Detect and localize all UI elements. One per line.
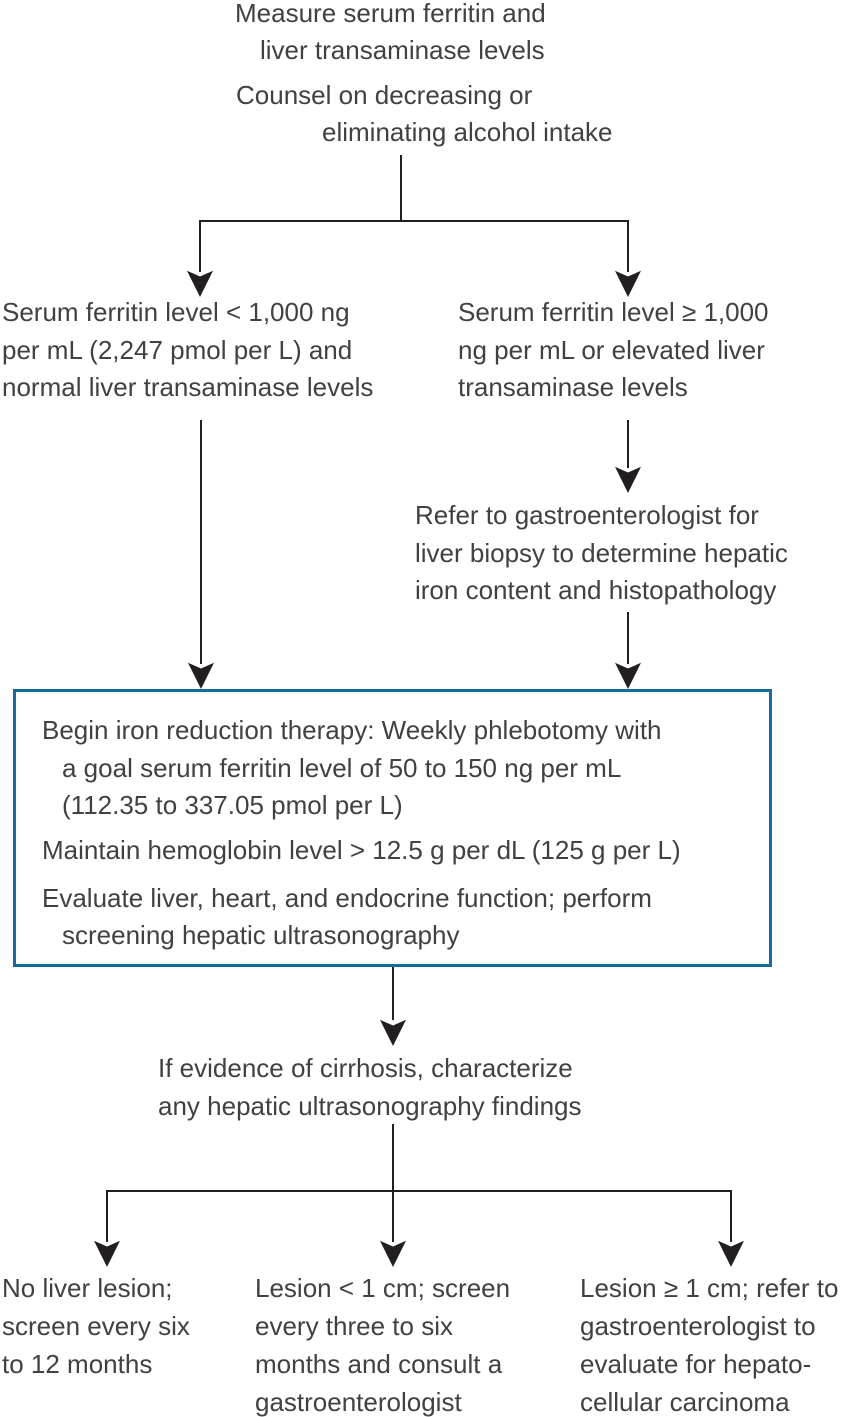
- cirrhosis-node-line: any hepatic ultrasonography findings: [158, 1091, 582, 1121]
- connector-right-to-refer: [627, 420, 629, 468]
- therapy-box-line: Maintain hemoglobin level > 12.5 g per dL (125 g per L): [42, 835, 681, 865]
- arrowhead-left-branch: [187, 270, 213, 297]
- outcome-right-line: cellular carcinoma: [580, 1387, 790, 1417]
- connector-top-branch: [200, 220, 629, 222]
- start-node-line: eliminating alcohol intake: [322, 117, 613, 147]
- left-branch-line: per mL (2,247 pmol per L) and: [2, 335, 353, 365]
- cirrhosis-node-line: If evidence of cirrhosis, characterize: [158, 1053, 573, 1083]
- arrowhead-outcome-right: [718, 1240, 744, 1267]
- right-branch-line: transaminase levels: [458, 372, 688, 402]
- outcome-mid-line: every three to six: [255, 1311, 453, 1341]
- start-node-line: Counsel on decreasing or: [236, 80, 533, 110]
- connector-outcome-left-drop: [106, 1190, 108, 1242]
- refer-node-line: Refer to gastroenterologist for: [415, 500, 759, 530]
- outcome-right-line: evaluate for hepato-: [580, 1349, 812, 1379]
- outcome-mid-line: gastroenterologist: [255, 1387, 462, 1417]
- connector-bottom-branch: [107, 1190, 732, 1192]
- refer-node-line: liver biopsy to determine hepatic: [415, 538, 788, 568]
- connector-box-to-cirrhosis: [392, 967, 394, 1020]
- arrowhead-refer-to-box: [615, 662, 641, 689]
- outcome-left-line: screen every six: [2, 1311, 190, 1341]
- outcome-right-line: Lesion ≥ 1 cm; refer to: [580, 1273, 839, 1303]
- outcome-mid-line: months and consult a: [255, 1349, 503, 1379]
- connector-top-stem: [400, 155, 402, 221]
- therapy-box-line: Evaluate liver, heart, and endocrine function; perform: [42, 883, 652, 913]
- therapy-box-line: (112.35 to 337.05 pmol per L): [62, 790, 403, 820]
- arrowhead-outcome-mid: [380, 1240, 406, 1267]
- right-branch-line: Serum ferritin level ≥ 1,000: [458, 297, 769, 327]
- arrowhead-right-to-refer: [615, 466, 641, 493]
- outcome-mid-line: Lesion < 1 cm; screen: [255, 1273, 511, 1303]
- start-node-line: liver transaminase levels: [260, 35, 545, 65]
- therapy-box-line: a goal serum ferritin level of 50 to 150 ng per mL: [62, 753, 622, 783]
- outcome-right-line: gastroenterologist to: [580, 1311, 816, 1341]
- arrowhead-box-to-cirrhosis: [380, 1019, 406, 1046]
- outcome-left-line: No liver lesion;: [2, 1273, 173, 1303]
- connector-left-to-box: [200, 420, 202, 664]
- arrowhead-right-branch: [615, 270, 641, 297]
- left-branch-line: Serum ferritin level < 1,000 ng: [2, 297, 350, 327]
- arrowhead-outcome-left: [94, 1240, 120, 1267]
- connector-refer-to-box: [627, 612, 629, 664]
- connector-right-drop: [627, 220, 629, 272]
- right-branch-line: ng per mL or elevated liver: [458, 335, 765, 365]
- connector-bottom-stem: [392, 1124, 394, 1242]
- refer-node-line: iron content and histopathology: [415, 575, 777, 605]
- outcome-left-line: to 12 months: [2, 1349, 153, 1379]
- start-node-line: Measure serum ferritin and: [235, 0, 546, 28]
- therapy-box-line: screening hepatic ultrasonography: [62, 920, 460, 950]
- arrowhead-left-to-box: [188, 662, 214, 689]
- connector-outcome-right-drop: [730, 1190, 732, 1242]
- therapy-box-line: Begin iron reduction therapy: Weekly phlebotomy with: [42, 715, 662, 745]
- connector-left-drop: [199, 220, 201, 272]
- left-branch-line: normal liver transaminase levels: [2, 372, 374, 402]
